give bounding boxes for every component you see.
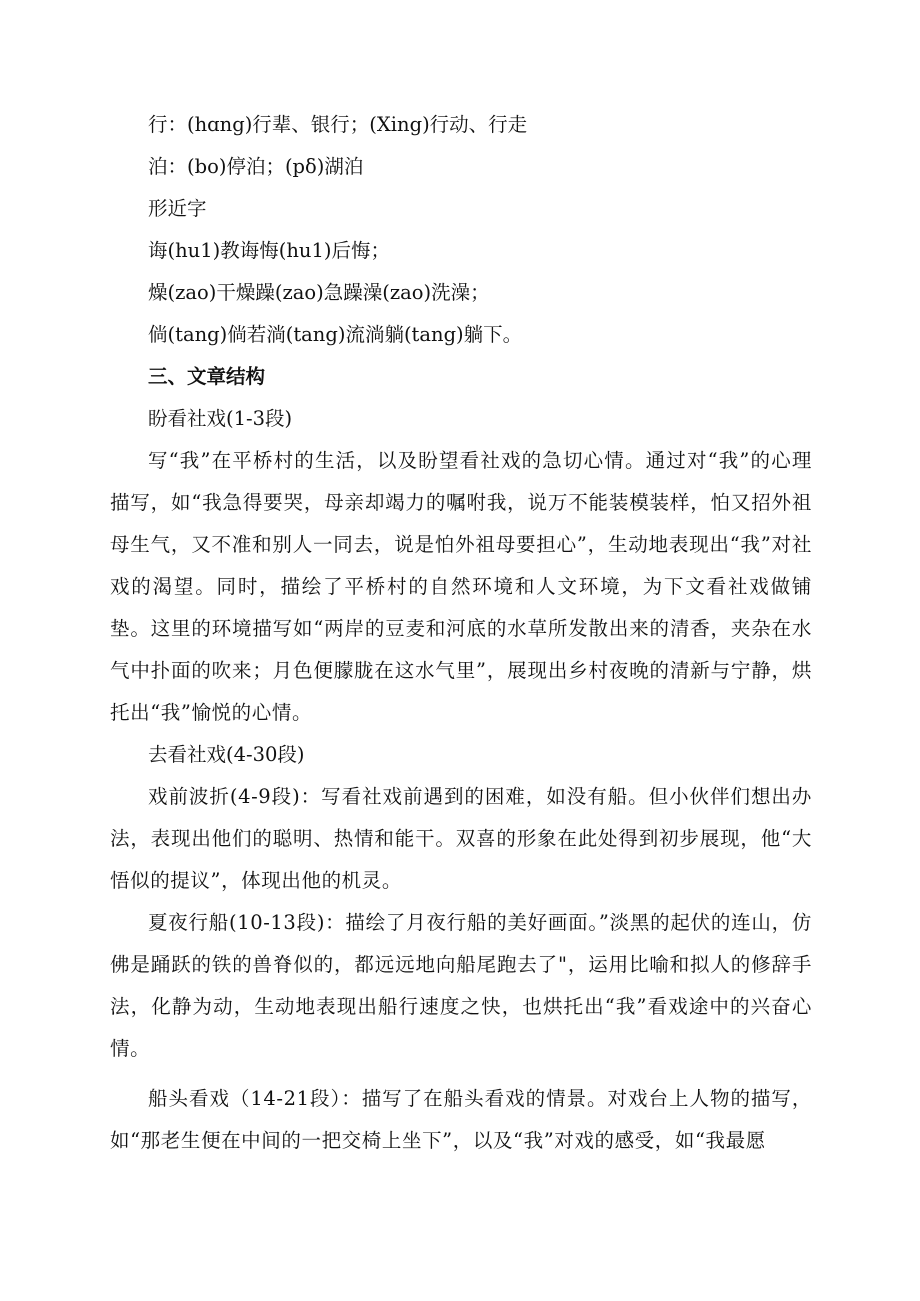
part2-paragraph-2: 夏夜行船(10-13段)：描绘了月夜行船的美好画面。”淡黑的起伏的连山，仿佛是踊跃的铁的兽脊似的，都远远地向船尾跑去了"，运用比喻和拟人的修辞手法，化静为动，生动地表现出船行速度之快，也烘托出“我”看戏途中的兴奋心情。: [110, 911, 812, 1060]
vocab-line-bo: 泊：(bo)停泊；(pδ)湖泊: [148, 155, 364, 178]
part1-title: 盼看社戏(1-3段): [148, 407, 293, 430]
part2-paragraph-3: 船头看戏（14-21段）：描写了在船头看戏的情景。对戏台上人物的描写，如“那老生便在中间的一把交椅上坐下”，以及“我”对戏的感受，如“我最愿: [110, 1087, 812, 1152]
vocab-line-hui: 诲(hu1)教诲悔(hu1)后悔；: [148, 239, 390, 262]
part2-title: 去看社戏(4-30段): [148, 743, 305, 766]
section-heading-structure: 三、文章结构: [148, 365, 266, 388]
section-similar-characters: 形近字: [148, 197, 207, 220]
vocab-line-tang: 倘(tang)倘若淌(tang)流淌躺(tang)躺下。: [148, 323, 523, 346]
document-page: [110, 104, 812, 1162]
vocab-line-zao: 燥(zao)干燥躁(zao)急躁澡(zao)洗澡；: [148, 281, 490, 304]
part1-paragraph: 写“我”在平桥村的生活，以及盼望看社戏的急切心情。通过对“我”的心理描写，如“我急得要哭，母亲却竭力的嘱咐我，说万不能装模装样，怕又招外祖母生气，又不准和别人一同去，说是怕外祖母要担心”，生动地表现出“我”对社戏的渴望。同时，描绘了平桥村的自然环境和人文环境，为下文看社戏做铺垫。这里的环境描写如“两岸的豆麦和河底的水草所发散出来的清香，夹杂在水气中扑面的吹来；月色便朦胧在这水气里”，展现出乡村夜晚的清新与宁静，烘托出“我”愉悦的心情。: [110, 449, 812, 724]
vocab-line-xing: 行：(hɑng)行辈、银行；(Xing)行动、行走: [148, 113, 528, 136]
paragraph-gap: [110, 1070, 812, 1078]
part2-paragraph-1: 戏前波折(4-9段)：写看社戏前遇到的困难，如没有船。但小伙伴们想出办法，表现出他们的聪明、热情和能干。双喜的形象在此处得到初步展现，他“大悟似的提议”，体现出他的机灵。: [110, 785, 812, 892]
